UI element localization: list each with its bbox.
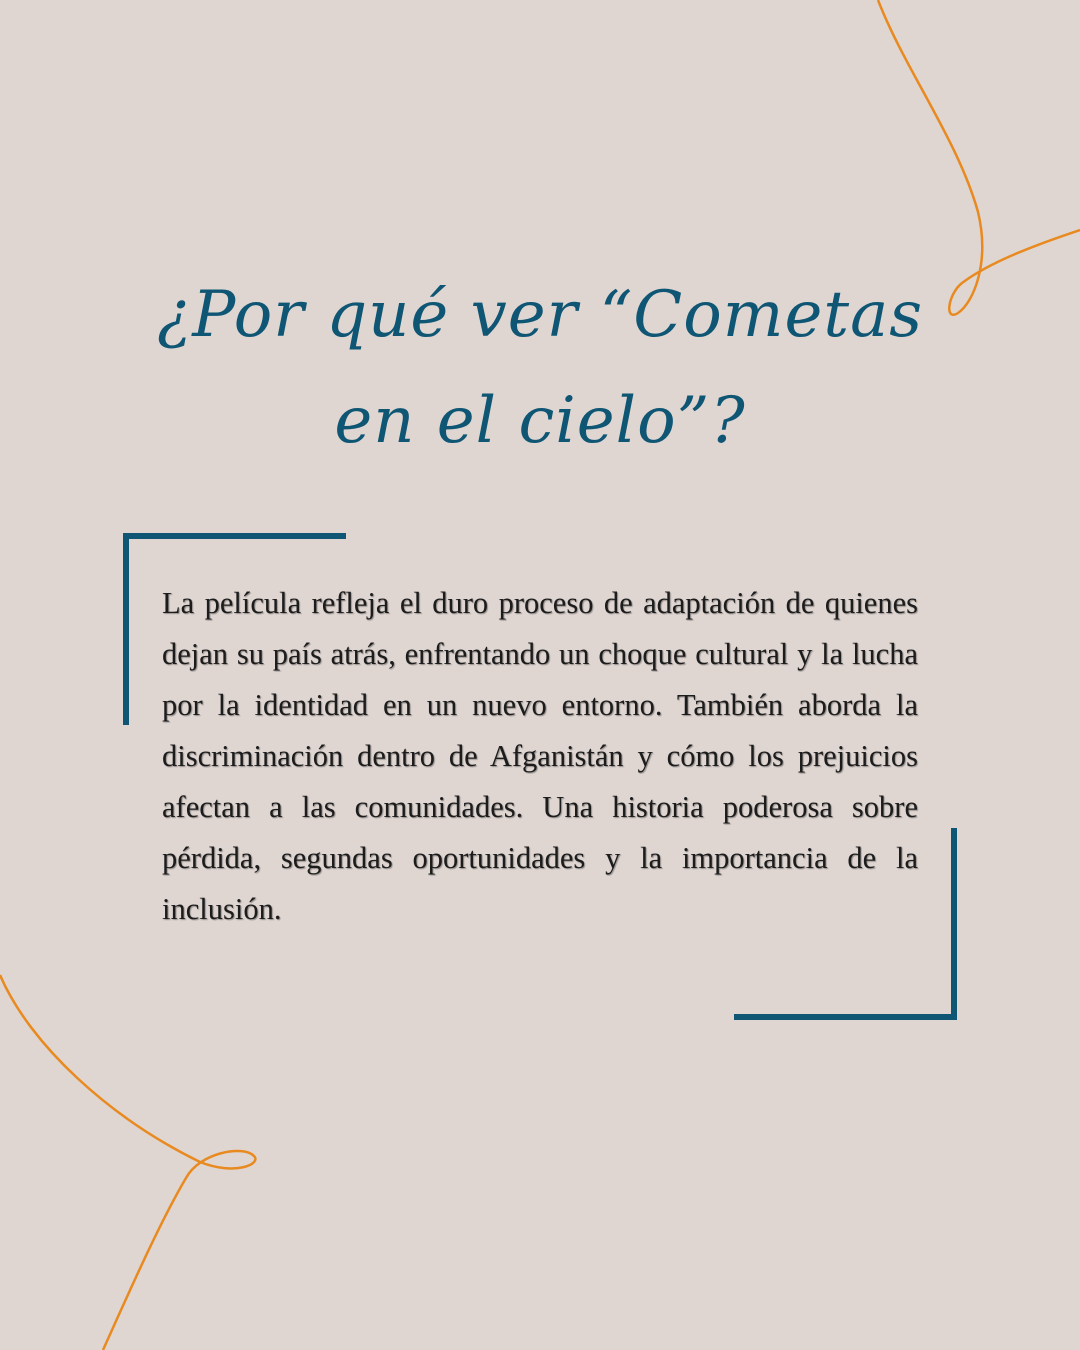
title-line-1: ¿Por qué ver “Cometas	[156, 278, 924, 352]
frame-bottom-bar	[734, 1014, 957, 1020]
frame-top-bar	[123, 533, 346, 539]
frame-left-bar	[123, 533, 129, 725]
title-line-2: en el cielo”?	[334, 384, 746, 458]
body-paragraph: La película refleja el duro proceso de adaptación de quienes dejan su país atrás, enfrentando un choque cultural y la lucha por la identidad en un nuevo entorno. También aborda la discriminación dentro de Afganistán y cómo los prejuicios afectan a las comunidades. Una historia poderosa sobre pérdida, segundas oportunidades y la importancia de la inclusión.	[162, 586, 918, 926]
page-title	[90, 262, 990, 474]
bottom-left-curve	[0, 975, 255, 1350]
frame-right-bar	[951, 828, 957, 1020]
